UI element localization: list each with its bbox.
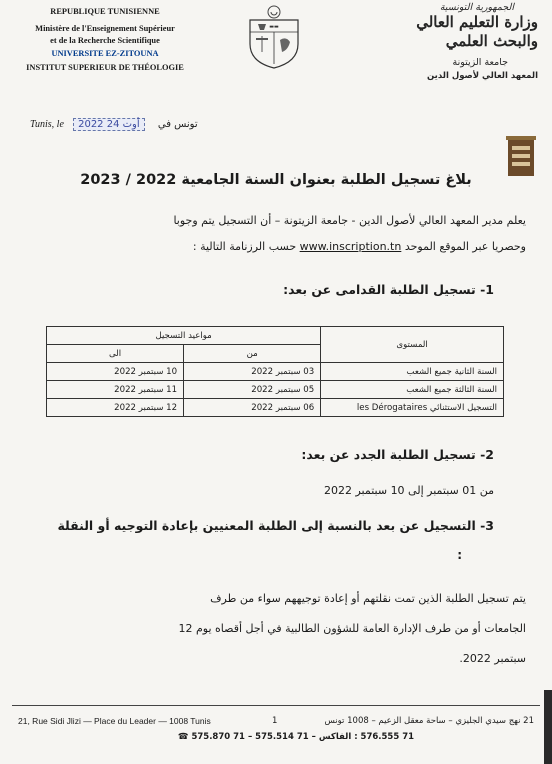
intro-line-2 — [48, 234, 526, 260]
tunisia-coat-of-arms-icon — [244, 4, 304, 70]
row-to: 12 سبتمبر 2022 — [47, 399, 184, 417]
row-from: 06 سبتمبر 2022 — [184, 399, 321, 417]
intro-text-b: حسب الرزنامة التالية : — [192, 240, 297, 253]
col-dates-header: مواعيد التسجيل — [47, 327, 321, 345]
ar-ministry-1: وزارة التعليم العالي — [416, 13, 538, 31]
intro-paragraph — [48, 208, 526, 260]
ministry-line-2: et de la Recherche Scientifique — [50, 36, 160, 45]
row-to: 10 سبتمبر 2022 — [47, 363, 184, 381]
footer-address-ar: 21 نهج سيدي الجليزي – ساحة معقل الزعيم – 1008 تونس — [324, 716, 534, 726]
intro-line-1: يعلم مدير المعهد العالي لأصول الدين - جامعة الزيتونة – أن التسجيل يتم وجوبا — [173, 214, 526, 227]
ar-university: جامعة الزيتونة — [452, 57, 508, 68]
section-3-paragraph — [48, 584, 526, 674]
table-row — [47, 399, 504, 417]
section-1-heading: 1- تسجيل الطلبة القدامى عن بعد: — [283, 282, 494, 297]
footer-phones: 71 576.555 : الفاكس – 71 575.514 – 71 575.870 ☎ — [177, 732, 415, 742]
row-level: السنة الثانية جميع الشعب — [321, 363, 504, 381]
row-from: 05 سبتمبر 2022 — [184, 381, 321, 399]
dateline — [30, 118, 230, 131]
institute-label: INSTITUT SUPERIEUR DE THÉOLOGIE — [26, 63, 184, 72]
intro-text-a: وحصريا عبر الموقع الموحد — [404, 240, 526, 253]
ar-institute: المعهد العالي لأصول الدين — [427, 71, 538, 81]
col-from-header: من — [184, 345, 321, 363]
ar-ministry-2: والبحث العلمي — [445, 32, 538, 50]
table-row — [47, 363, 504, 381]
page-number: 1 — [272, 716, 278, 726]
section-2-heading: 2- تسجيل الطلبة الجدد عن بعد: — [301, 447, 494, 462]
row-from: 03 سبتمبر 2022 — [184, 363, 321, 381]
col-to-header: الى — [47, 345, 184, 363]
page-edge-shadow — [544, 690, 552, 764]
document-title: بلاغ تسجيل الطلبة بعنوان السنة الجامعية 2022 / 2023 — [80, 172, 472, 188]
svg-text:▬▬: ▬▬ — [269, 24, 279, 30]
section-3-line-1: يتم تسجيل الطلبة الذين تمت نقلتهم أو إعادة توجيههم سواء من طرف — [210, 592, 526, 605]
website-link[interactable]: www.inscription.tn — [299, 240, 402, 253]
date-stamp: 2022 أوت 24 — [73, 118, 145, 131]
row-to: 11 سبتمبر 2022 — [47, 381, 184, 399]
footer-divider — [12, 705, 540, 706]
row-level: السنة الثالثة جميع الشعب — [321, 381, 504, 399]
col-level-header: المستوى — [321, 327, 504, 363]
header-arabic — [388, 2, 538, 81]
section-3-line-3: سبتمبر 2022. — [459, 652, 526, 665]
tunis-ar-label: تونس في — [157, 119, 198, 130]
registration-schedule-table — [46, 326, 504, 417]
ar-republic: الجمهورية التونسية — [439, 2, 514, 13]
ministry-line-1: Ministère de l'Enseignement Supérieur — [35, 23, 175, 33]
footer-address-fr: 21, Rue Sidi Jlizi — Place du Leader — 1008 Tunis — [18, 716, 211, 726]
republic-label: REPUBLIQUE TUNISIENNE — [50, 7, 160, 16]
section-3-heading-tail: : — [457, 548, 462, 562]
row-level: التسجيل الاستثنائي les Dérogataires — [321, 399, 504, 417]
section-2-text: من 01 سبتمبر إلى 10 سبتمبر 2022 — [323, 484, 494, 497]
table-row — [47, 381, 504, 399]
tunis-fr-label: Tunis, le — [30, 119, 64, 130]
institute-logo-icon — [504, 132, 538, 182]
section-3-heading: 3- التسجيل عن بعد بالنسبة إلى الطلبة المعنيين بإعادة التوجيه أو النقلة — [57, 518, 494, 533]
university-label: UNIVERSITE EZ-ZITOUNA — [51, 48, 159, 58]
header-french — [0, 6, 210, 75]
section-3-line-2: الجامعات أو من طرف الإدارة العامة للشؤون الطالبية في أجل أقصاه يوم 12 — [178, 622, 526, 635]
